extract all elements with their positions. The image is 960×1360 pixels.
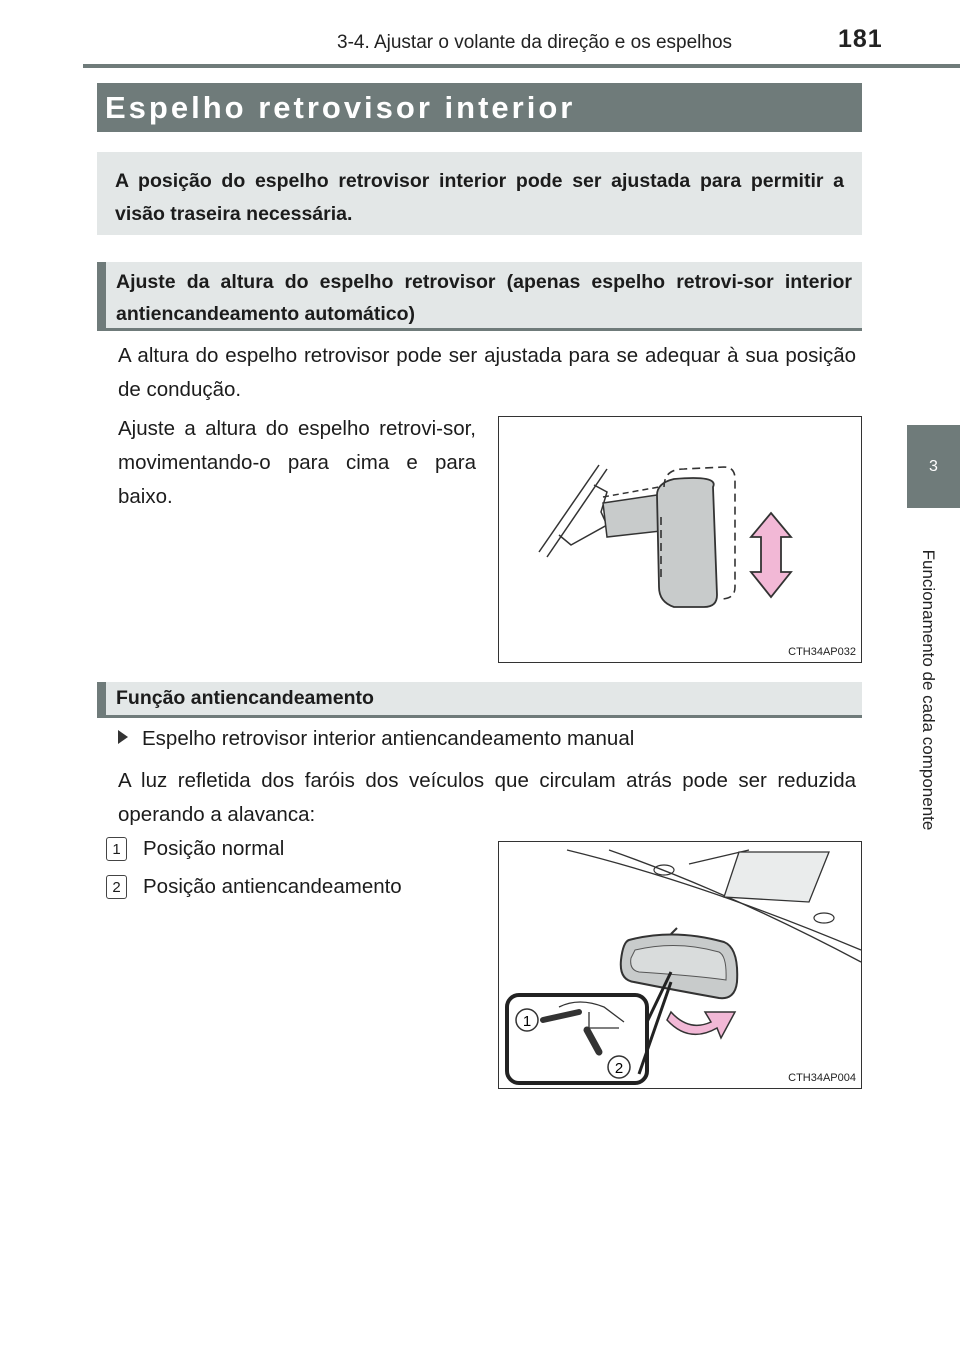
- header-rule: [83, 64, 960, 68]
- chapter-number: 3: [929, 457, 938, 475]
- bullet-text: Espelho retrovisor interior antiencandeamento manual: [142, 727, 635, 750]
- paragraph-anti-glare: A luz refletida dos faróis dos veículos que circulam atrás pode ser reduzida operando a alavanca:: [118, 769, 856, 826]
- intro-box: A posição do espelho retrovisor interior pode ser ajustada para permitir a visão traseira necessária.: [97, 152, 862, 235]
- figure-code: CTH34AP032: [788, 646, 856, 658]
- mirror-height-illustration: [499, 417, 863, 664]
- running-header: 3-4. Ajustar o volante da direção e os espelhos: [337, 32, 733, 53]
- page-number: 181: [838, 25, 883, 53]
- chapter-tab: [907, 425, 960, 508]
- section-title: Espelho retrovisor interior: [97, 83, 862, 132]
- list-item: [106, 837, 284, 861]
- bullet-manual-anti-glare: [118, 727, 634, 751]
- item-number-badge: 1: [106, 837, 127, 861]
- callout-1: 1: [522, 1013, 532, 1030]
- anti-glare-illustration: [499, 842, 863, 1090]
- figure-mirror-height: [498, 416, 862, 663]
- callout-2: 2: [614, 1060, 624, 1077]
- subheading-anti-glare: Função antiencandeamento: [97, 682, 862, 718]
- figure-anti-glare-lever: [498, 841, 862, 1089]
- item-number-badge: 2: [106, 875, 127, 899]
- paragraph-height-instruction: Ajuste a altura do espelho retrovi-sor, movimentando-o para cima e para baixo.: [118, 417, 476, 508]
- figure-code: CTH34AP004: [788, 1072, 856, 1084]
- paragraph-height-intro: A altura do espelho retrovisor pode ser ajustada para se adequar à sua posição de condução.: [118, 344, 856, 401]
- item-label: Posição normal: [143, 837, 285, 860]
- triangle-bullet-icon: [118, 730, 128, 744]
- chapter-side-label: [914, 520, 938, 860]
- item-label: Posição antiencandeamento: [143, 875, 402, 898]
- subheading-height-adjust: Ajuste da altura do espelho retrovisor (apenas espelho retrovi-sor interior antiencandeamento automático): [97, 262, 862, 331]
- list-item: [106, 875, 402, 899]
- chapter-title: Funcionamento de cada componente: [919, 549, 938, 831]
